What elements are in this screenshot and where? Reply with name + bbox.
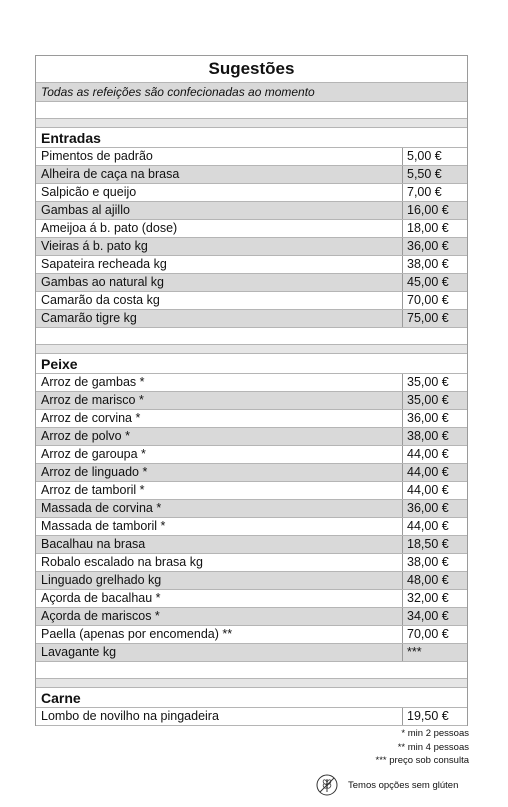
menu-item-price: 34,00 € xyxy=(402,608,467,625)
menu-item-name: Gambas al ajillo xyxy=(41,203,130,217)
section-heading: Peixe xyxy=(36,354,467,374)
menu-item-price: 44,00 € xyxy=(402,464,467,481)
footnote: ** min 4 pessoas xyxy=(397,741,469,753)
menu-item-name: Massada de corvina * xyxy=(41,501,162,515)
menu-item-price: 70,00 € xyxy=(402,292,467,309)
menu-item-row xyxy=(36,310,467,328)
menu-item-name: Massada de tamboril * xyxy=(41,519,166,533)
menu-item-row xyxy=(36,202,467,220)
spacer-row xyxy=(36,345,467,354)
gluten-note-text: Temos opções sem glúten xyxy=(348,779,459,791)
menu-item-price: 44,00 € xyxy=(402,446,467,463)
menu-item-name: Vieiras á b. pato kg xyxy=(41,239,148,253)
menu-item-price: 38,00 € xyxy=(402,428,467,445)
spacer-row xyxy=(36,119,467,128)
menu-item-price: 35,00 € xyxy=(402,392,467,409)
menu-item-name: Arroz de linguado * xyxy=(41,465,148,479)
menu-item-name: Gambas ao natural kg xyxy=(41,275,164,289)
wheat-icon xyxy=(316,774,338,796)
section-heading: Carne xyxy=(36,688,467,708)
menu-item-name: Arroz de garoupa * xyxy=(41,447,146,461)
menu-item-name: Arroz de polvo * xyxy=(41,429,130,443)
menu-item-row xyxy=(36,410,467,428)
menu-item-price: 36,00 € xyxy=(402,500,467,517)
menu-item-row xyxy=(36,446,467,464)
menu-subtitle: Todas as refeições são confecionadas ao momento xyxy=(36,83,467,102)
menu-item-name: Arroz de corvina * xyxy=(41,411,141,425)
menu-item-name: Alheira de caça na brasa xyxy=(41,167,180,181)
menu-item-price: 48,00 € xyxy=(402,572,467,589)
menu-item-row xyxy=(36,184,467,202)
menu-title: Sugestões xyxy=(36,56,467,83)
menu-item-row xyxy=(36,572,467,590)
menu-item-name: Arroz de gambas * xyxy=(41,375,145,389)
menu-item-price: 18,50 € xyxy=(402,536,467,553)
footnotes xyxy=(376,727,469,768)
menu-sections xyxy=(36,102,467,726)
menu-item-row xyxy=(36,148,467,166)
menu-item-name: Linguado grelhado kg xyxy=(41,573,162,587)
menu-item-row xyxy=(36,374,467,392)
gluten-free-note xyxy=(316,774,458,796)
menu-item-name: Sapateira recheada kg xyxy=(41,257,167,271)
menu-item-row xyxy=(36,464,467,482)
menu-item-price: 7,00 € xyxy=(402,184,467,201)
menu-item-price: *** xyxy=(402,644,467,661)
section-heading: Entradas xyxy=(36,128,467,148)
menu-item-row xyxy=(36,644,467,662)
menu-item-row xyxy=(36,256,467,274)
menu-item-name: Camarão tigre kg xyxy=(41,311,137,325)
menu-item-price: 36,00 € xyxy=(402,410,467,427)
menu-item-row xyxy=(36,482,467,500)
menu-item-row xyxy=(36,608,467,626)
menu-item-row xyxy=(36,536,467,554)
menu-item-row xyxy=(36,500,467,518)
menu-item-row xyxy=(36,238,467,256)
spacer-row xyxy=(36,328,467,345)
menu-item-name: Lavagante kg xyxy=(41,645,117,659)
menu-item-row xyxy=(36,220,467,238)
menu-item-price: 45,00 € xyxy=(402,274,467,291)
menu-item-price: 44,00 € xyxy=(402,482,467,499)
menu-item-name: Camarão da costa kg xyxy=(41,293,160,307)
menu-item-row xyxy=(36,392,467,410)
menu-item-price: 19,50 € xyxy=(402,708,467,725)
menu-item-price: 16,00 € xyxy=(402,202,467,219)
menu-item-price: 5,50 € xyxy=(402,166,467,183)
menu-item-row xyxy=(36,428,467,446)
footnote: *** preço sob consulta xyxy=(375,755,469,766)
menu-item-row xyxy=(36,166,467,184)
menu-item-row xyxy=(36,590,467,608)
spacer-row xyxy=(36,102,467,119)
menu-item-name: Açorda de bacalhau * xyxy=(41,591,161,605)
menu-table xyxy=(35,55,468,726)
menu-item-price: 75,00 € xyxy=(402,310,467,327)
menu-item-price: 5,00 € xyxy=(402,148,467,165)
menu-item-row xyxy=(36,554,467,572)
menu-item-row xyxy=(36,274,467,292)
footnote: * min 2 pessoas xyxy=(401,728,469,739)
menu-item-price: 36,00 € xyxy=(402,238,467,255)
menu-item-price: 38,00 € xyxy=(402,256,467,273)
menu-item-name: Salpicão e queijo xyxy=(41,185,137,199)
spacer-row xyxy=(36,662,467,679)
menu-item-price: 44,00 € xyxy=(402,518,467,535)
menu-item-name: Paella (apenas por encomenda) ** xyxy=(41,627,233,641)
menu-item-price: 18,00 € xyxy=(402,220,467,237)
menu-item-name: Açorda de mariscos * xyxy=(41,609,160,623)
menu-item-row xyxy=(36,292,467,310)
menu-item-price: 38,00 € xyxy=(402,554,467,571)
menu-item-row xyxy=(36,626,467,644)
menu-item-name: Robalo escalado na brasa kg xyxy=(41,555,203,569)
menu-item-price: 35,00 € xyxy=(402,374,467,391)
menu-item-price: 70,00 € xyxy=(402,626,467,643)
menu-item-row xyxy=(36,518,467,536)
spacer-row xyxy=(36,679,467,688)
menu-item-name: Bacalhau na brasa xyxy=(41,537,146,551)
menu-item-price: 32,00 € xyxy=(402,590,467,607)
menu-item-row xyxy=(36,708,467,726)
menu-item-name: Ameijoa á b. pato (dose) xyxy=(41,221,178,235)
menu-item-name: Lombo de novilho na pingadeira xyxy=(41,709,219,723)
menu-item-name: Pimentos de padrão xyxy=(41,149,153,163)
menu-item-name: Arroz de tamboril * xyxy=(41,483,145,497)
menu-item-name: Arroz de marisco * xyxy=(41,393,144,407)
